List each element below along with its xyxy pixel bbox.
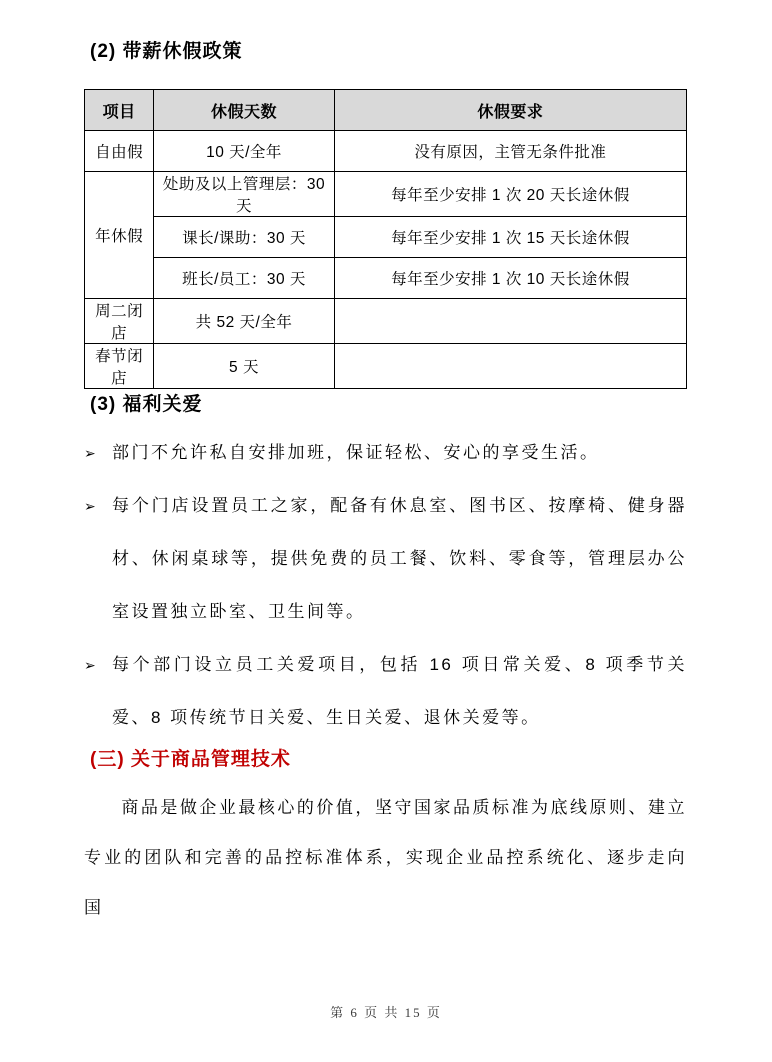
arrow-bullet-icon: ➢ — [84, 498, 96, 514]
section-title-paid-leave: (2) 带薪休假政策 — [90, 41, 243, 62]
list-item — [84, 479, 687, 638]
cell-days: 共 52 天/全年 — [154, 299, 335, 344]
cell-item: 春节闭店 — [85, 344, 154, 389]
list-item — [84, 638, 687, 744]
list-item-text: 每个部门设立员工关爱项目，包括 16 项日常关爱、8 项季节关爱、8 项传统节日关爱、生日关爱、退休关爱等。 — [112, 655, 687, 727]
list-item-text: 每个门店设置员工之家，配备有休息室、图书区、按摩椅、健身器材、休闲桌球等，提供免费的员工餐、饮料、零食等，管理层办公室设置独立卧室、卫生间等。 — [112, 496, 687, 621]
cell-requirement: 没有原因，主管无条件批准 — [334, 131, 686, 172]
leave-policy-table — [84, 89, 687, 389]
table-row — [85, 131, 687, 172]
cell-days: 处助及以上管理层：30 天 — [154, 172, 335, 217]
arrow-bullet-icon: ➢ — [84, 445, 96, 461]
welfare-bullet-list — [84, 426, 687, 744]
cell-days: 班长/员工：30 天 — [154, 258, 335, 299]
cell-days: 10 天/全年 — [154, 131, 335, 172]
cell-item: 周二闭店 — [85, 299, 154, 344]
cell-requirement: 每年至少安排 1 次 20 天长途休假 — [334, 172, 686, 217]
cell-item: 自由假 — [85, 131, 154, 172]
cell-requirement: 每年至少安排 1 次 15 天长途休假 — [334, 217, 686, 258]
cell-requirement — [334, 299, 686, 344]
table-header-row — [85, 90, 687, 131]
list-item — [84, 426, 687, 479]
table-row — [85, 172, 687, 217]
table-header-item: 项目 — [85, 90, 154, 131]
cell-days: 5 天 — [154, 344, 335, 389]
table-row — [85, 217, 687, 258]
table-row — [85, 258, 687, 299]
cell-requirement — [334, 344, 686, 389]
table-header-days: 休假天数 — [154, 90, 335, 131]
cell-days: 课长/课助：30 天 — [154, 217, 335, 258]
body-paragraph: 商品是做企业最核心的价值，坚守国家品质标准为底线原则、建立专业的团队和完善的品控标准体系，实现企业品控系统化、逐步走向国 — [84, 798, 687, 917]
arrow-bullet-icon: ➢ — [84, 657, 96, 673]
list-item-text: 部门不允许私自安排加班，保证轻松、安心的享受生活。 — [112, 443, 600, 462]
table-row — [85, 344, 687, 389]
table-header-requirement: 休假要求 — [334, 90, 686, 131]
section-title-welfare: (3) 福利关爱 — [90, 394, 203, 415]
section-title-product-management: (三) 关于商品管理技术 — [90, 749, 291, 770]
cell-item-merged: 年休假 — [85, 172, 154, 299]
table-row — [85, 299, 687, 344]
cell-requirement: 每年至少安排 1 次 10 天长途休假 — [334, 258, 686, 299]
page-number-footer: 第 6 页 共 15 页 — [330, 1005, 442, 1020]
